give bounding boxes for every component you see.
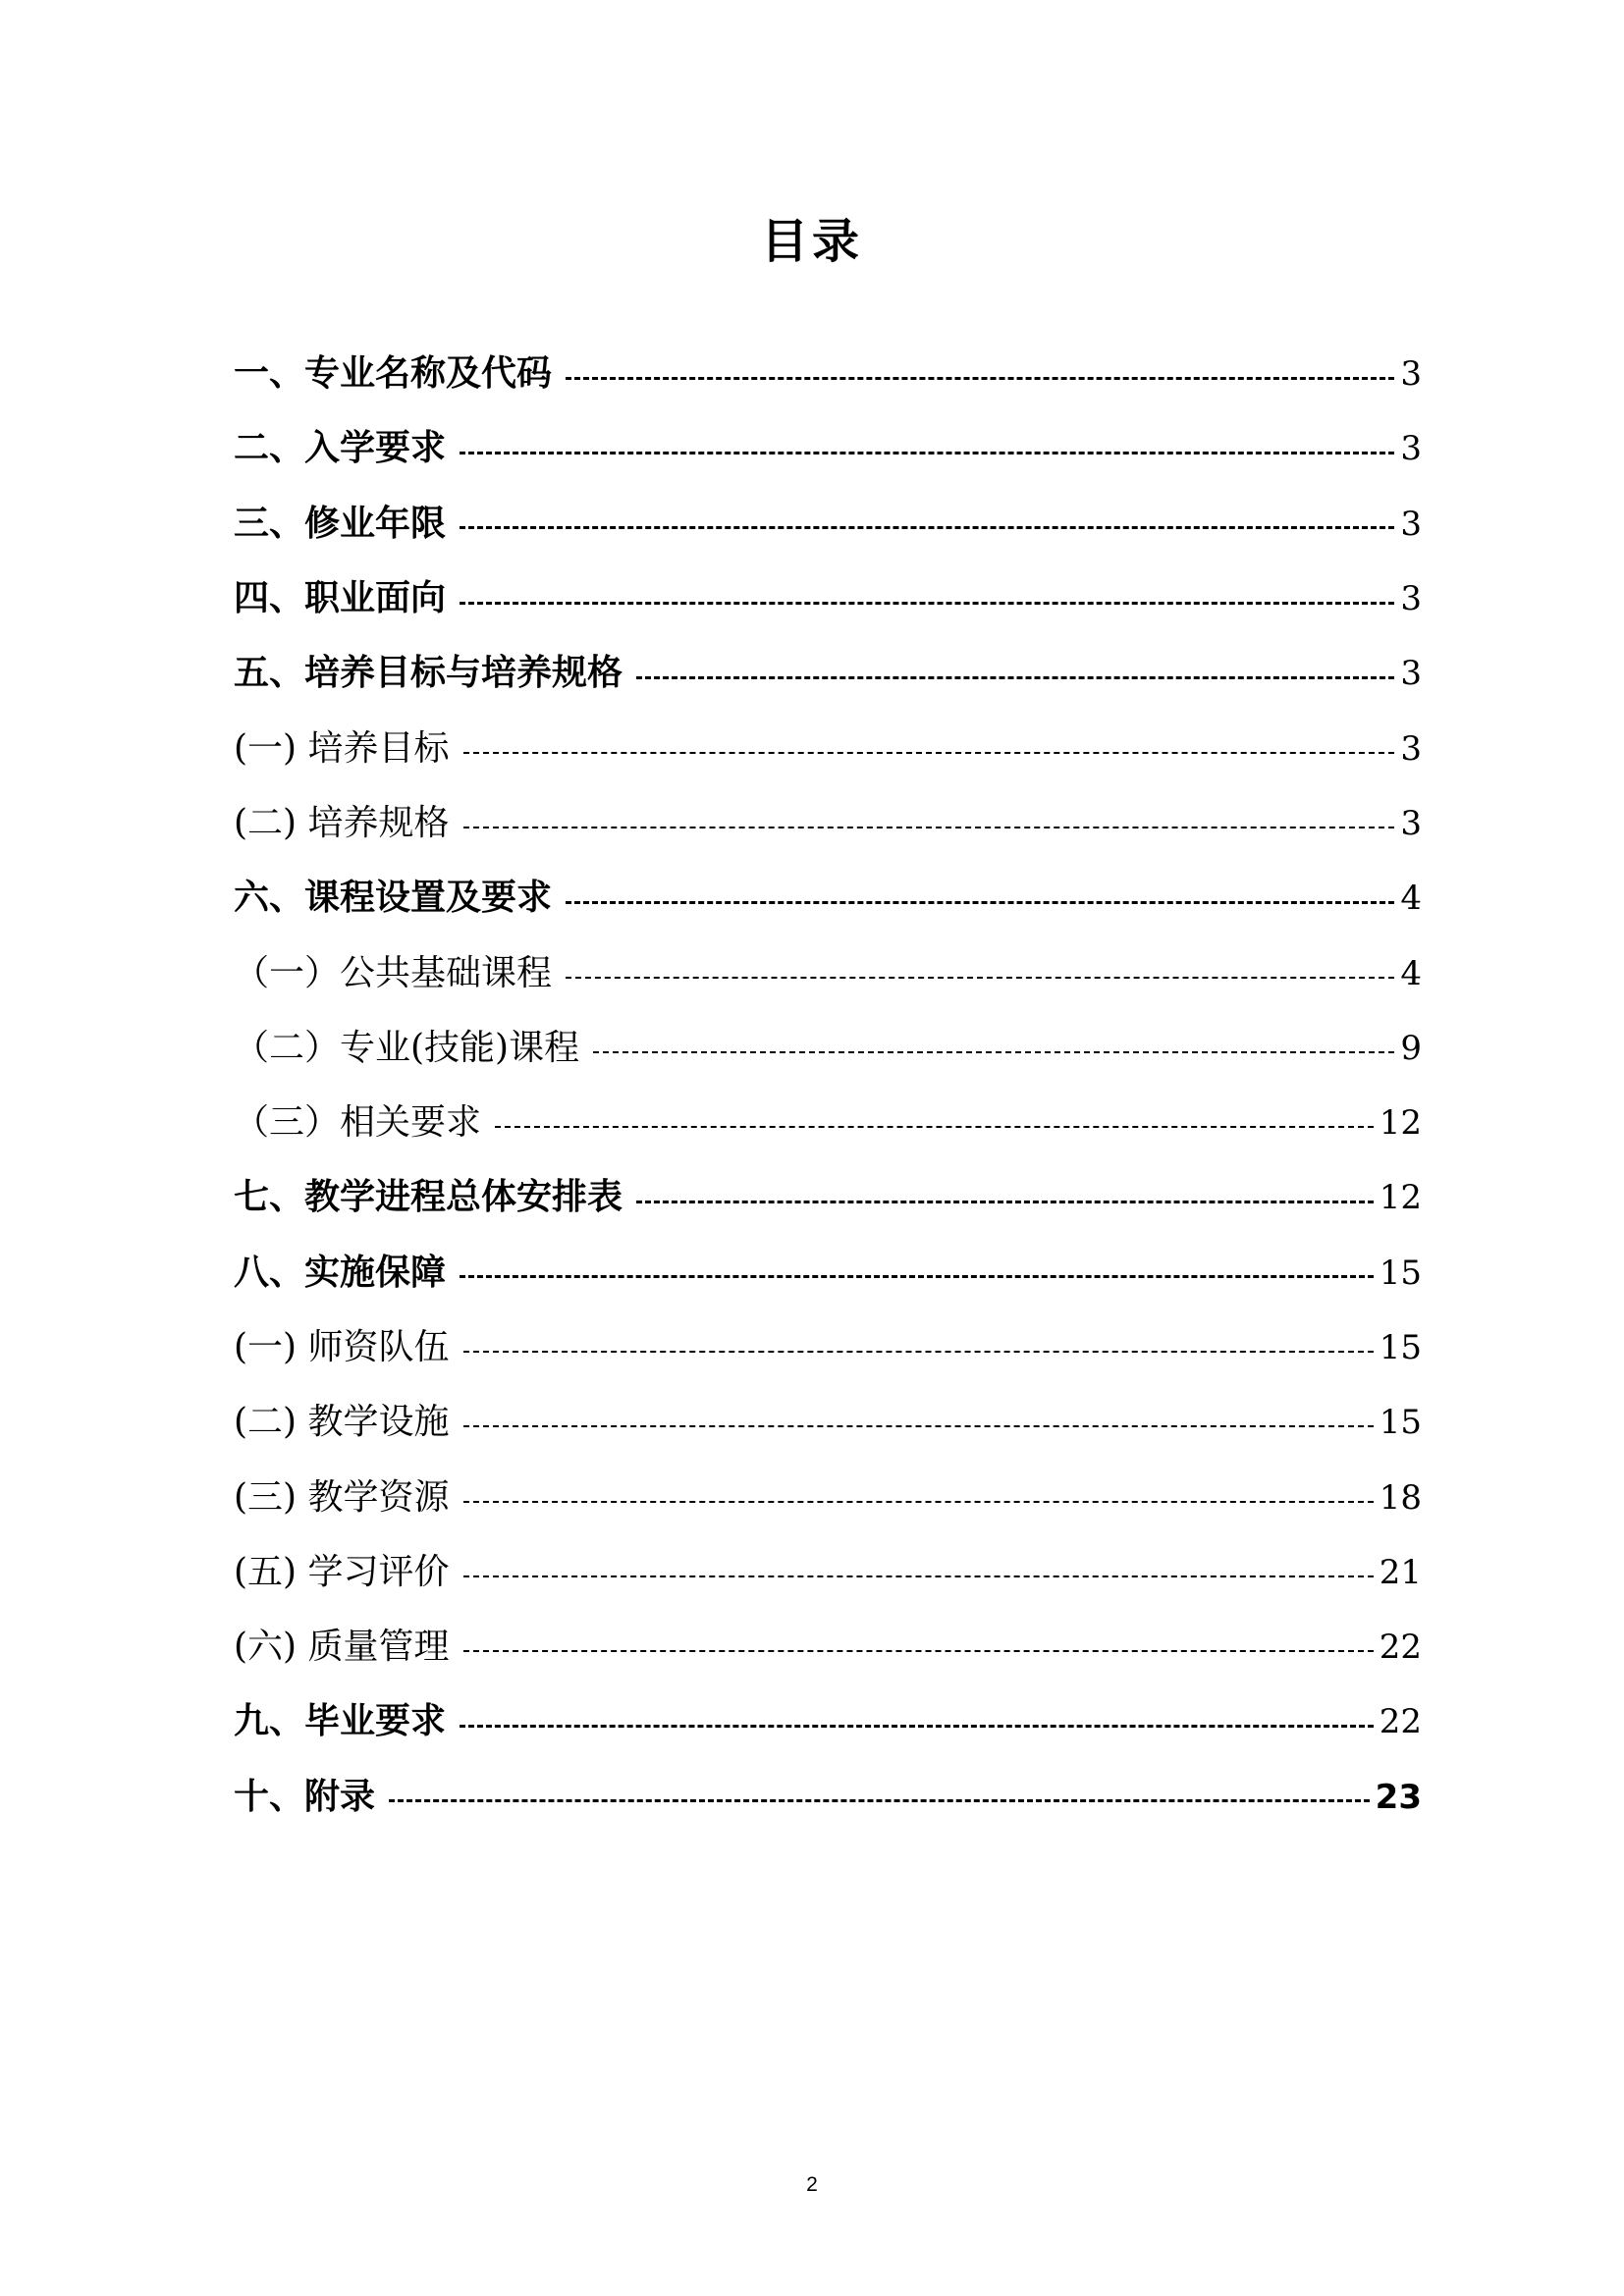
toc-entry-page: 21 (1379, 1552, 1422, 1592)
toc-leader-line (463, 1425, 1374, 1427)
toc-leader-line (566, 901, 1394, 904)
toc-leader-line (566, 377, 1394, 380)
toc-entry-page: 4 (1400, 879, 1422, 919)
toc-leader-line (463, 752, 1395, 754)
toc-entry-page: 12 (1379, 1103, 1422, 1144)
toc-leader-line (463, 827, 1395, 828)
toc-entry-label: 一、专业名称及代码 (234, 353, 553, 395)
toc-leader-line (389, 1799, 1370, 1802)
toc-entry-page: 23 (1375, 1777, 1422, 1817)
toc-entry[interactable] (234, 1684, 1422, 1759)
toc-entry-label: （二）专业(技能)课程 (234, 1027, 580, 1068)
toc-entry[interactable] (234, 1011, 1422, 1086)
toc-entry[interactable] (234, 1385, 1422, 1460)
toc-leader-line (460, 526, 1394, 529)
toc-entry[interactable] (234, 1310, 1422, 1385)
toc-entry-page: 3 (1400, 354, 1422, 395)
toc-entry[interactable] (234, 561, 1422, 636)
toc-entry-label: 七、教学进程总体安排表 (234, 1177, 623, 1218)
toc-entry-page: 18 (1379, 1477, 1422, 1518)
toc-entry-page: 3 (1400, 504, 1422, 544)
toc-list (234, 337, 1422, 1835)
toc-entry-page: 22 (1379, 1628, 1422, 1668)
toc-entry-page: 3 (1400, 429, 1422, 469)
toc-entry-page: 3 (1400, 728, 1422, 769)
toc-entry-page: 15 (1379, 1253, 1422, 1293)
toc-entry[interactable] (234, 1086, 1422, 1160)
toc-entry-label: (一) 培养目标 (234, 727, 450, 769)
toc-leader-line (463, 1650, 1374, 1652)
toc-entry-label: (二) 培养规格 (234, 802, 450, 843)
toc-entry-label: 六、课程设置及要求 (234, 878, 553, 919)
toc-leader-line (463, 1501, 1374, 1503)
toc-entry[interactable] (234, 487, 1422, 561)
toc-entry-label: 五、培养目标与培养规格 (234, 653, 623, 694)
toc-entry-page: 3 (1400, 803, 1422, 843)
toc-entry-page: 9 (1400, 1028, 1422, 1068)
toc-entry-label: (一) 师资队伍 (234, 1327, 450, 1367)
toc-entry[interactable] (234, 935, 1422, 1010)
page-number: 2 (806, 2173, 818, 2196)
toc-leader-line (460, 602, 1394, 605)
toc-entry-label: 九、毕业要求 (234, 1701, 447, 1742)
toc-entry[interactable] (234, 786, 1422, 861)
toc-entry-page: 15 (1379, 1403, 1422, 1443)
toc-entry[interactable] (234, 636, 1422, 711)
toc-entry-page: 12 (1379, 1178, 1422, 1218)
toc-entry[interactable] (234, 861, 1422, 935)
toc-entry-label: (五) 学习评价 (234, 1551, 450, 1592)
toc-leader-line (636, 1201, 1374, 1203)
toc-entry-label: (六) 质量管理 (234, 1627, 450, 1668)
toc-leader-line (566, 977, 1394, 979)
toc-entry[interactable] (234, 337, 1422, 411)
toc-entry-label: （三）相关要求 (234, 1102, 482, 1144)
toc-entry-page: 3 (1400, 579, 1422, 619)
toc-entry-label: (三) 教学资源 (234, 1476, 450, 1518)
toc-title: 目录 (760, 214, 863, 269)
toc-entry-page: 4 (1400, 953, 1422, 993)
toc-leader-line (593, 1051, 1394, 1053)
toc-leader-line (495, 1126, 1374, 1128)
toc-entry-page: 22 (1379, 1702, 1422, 1742)
toc-leader-line (463, 1575, 1374, 1577)
toc-entry-label: 八、实施保障 (234, 1252, 447, 1293)
toc-entry[interactable] (234, 1460, 1422, 1534)
toc-entry[interactable] (234, 1535, 1422, 1610)
toc-entry[interactable] (234, 1760, 1422, 1835)
toc-entry[interactable] (234, 1236, 1422, 1310)
toc-entry-label: 十、附录 (234, 1776, 376, 1817)
toc-leader-line (463, 1351, 1374, 1353)
toc-entry-label: (二) 教学设施 (234, 1402, 450, 1443)
toc-entry-page: 3 (1400, 654, 1422, 694)
toc-entry[interactable] (234, 1610, 1422, 1684)
toc-entry[interactable] (234, 711, 1422, 785)
toc-entry-label: 四、职业面向 (234, 578, 447, 619)
toc-entry-label: （一）公共基础课程 (234, 952, 553, 993)
toc-leader-line (460, 1275, 1374, 1278)
toc-entry-label: 二、入学要求 (234, 428, 447, 469)
toc-leader-line (636, 676, 1394, 679)
toc-entry-page: 15 (1379, 1328, 1422, 1367)
toc-leader-line (460, 452, 1394, 454)
toc-leader-line (460, 1725, 1374, 1728)
toc-entry[interactable] (234, 411, 1422, 486)
toc-entry[interactable] (234, 1160, 1422, 1235)
toc-entry-label: 三、修业年限 (234, 503, 447, 544)
